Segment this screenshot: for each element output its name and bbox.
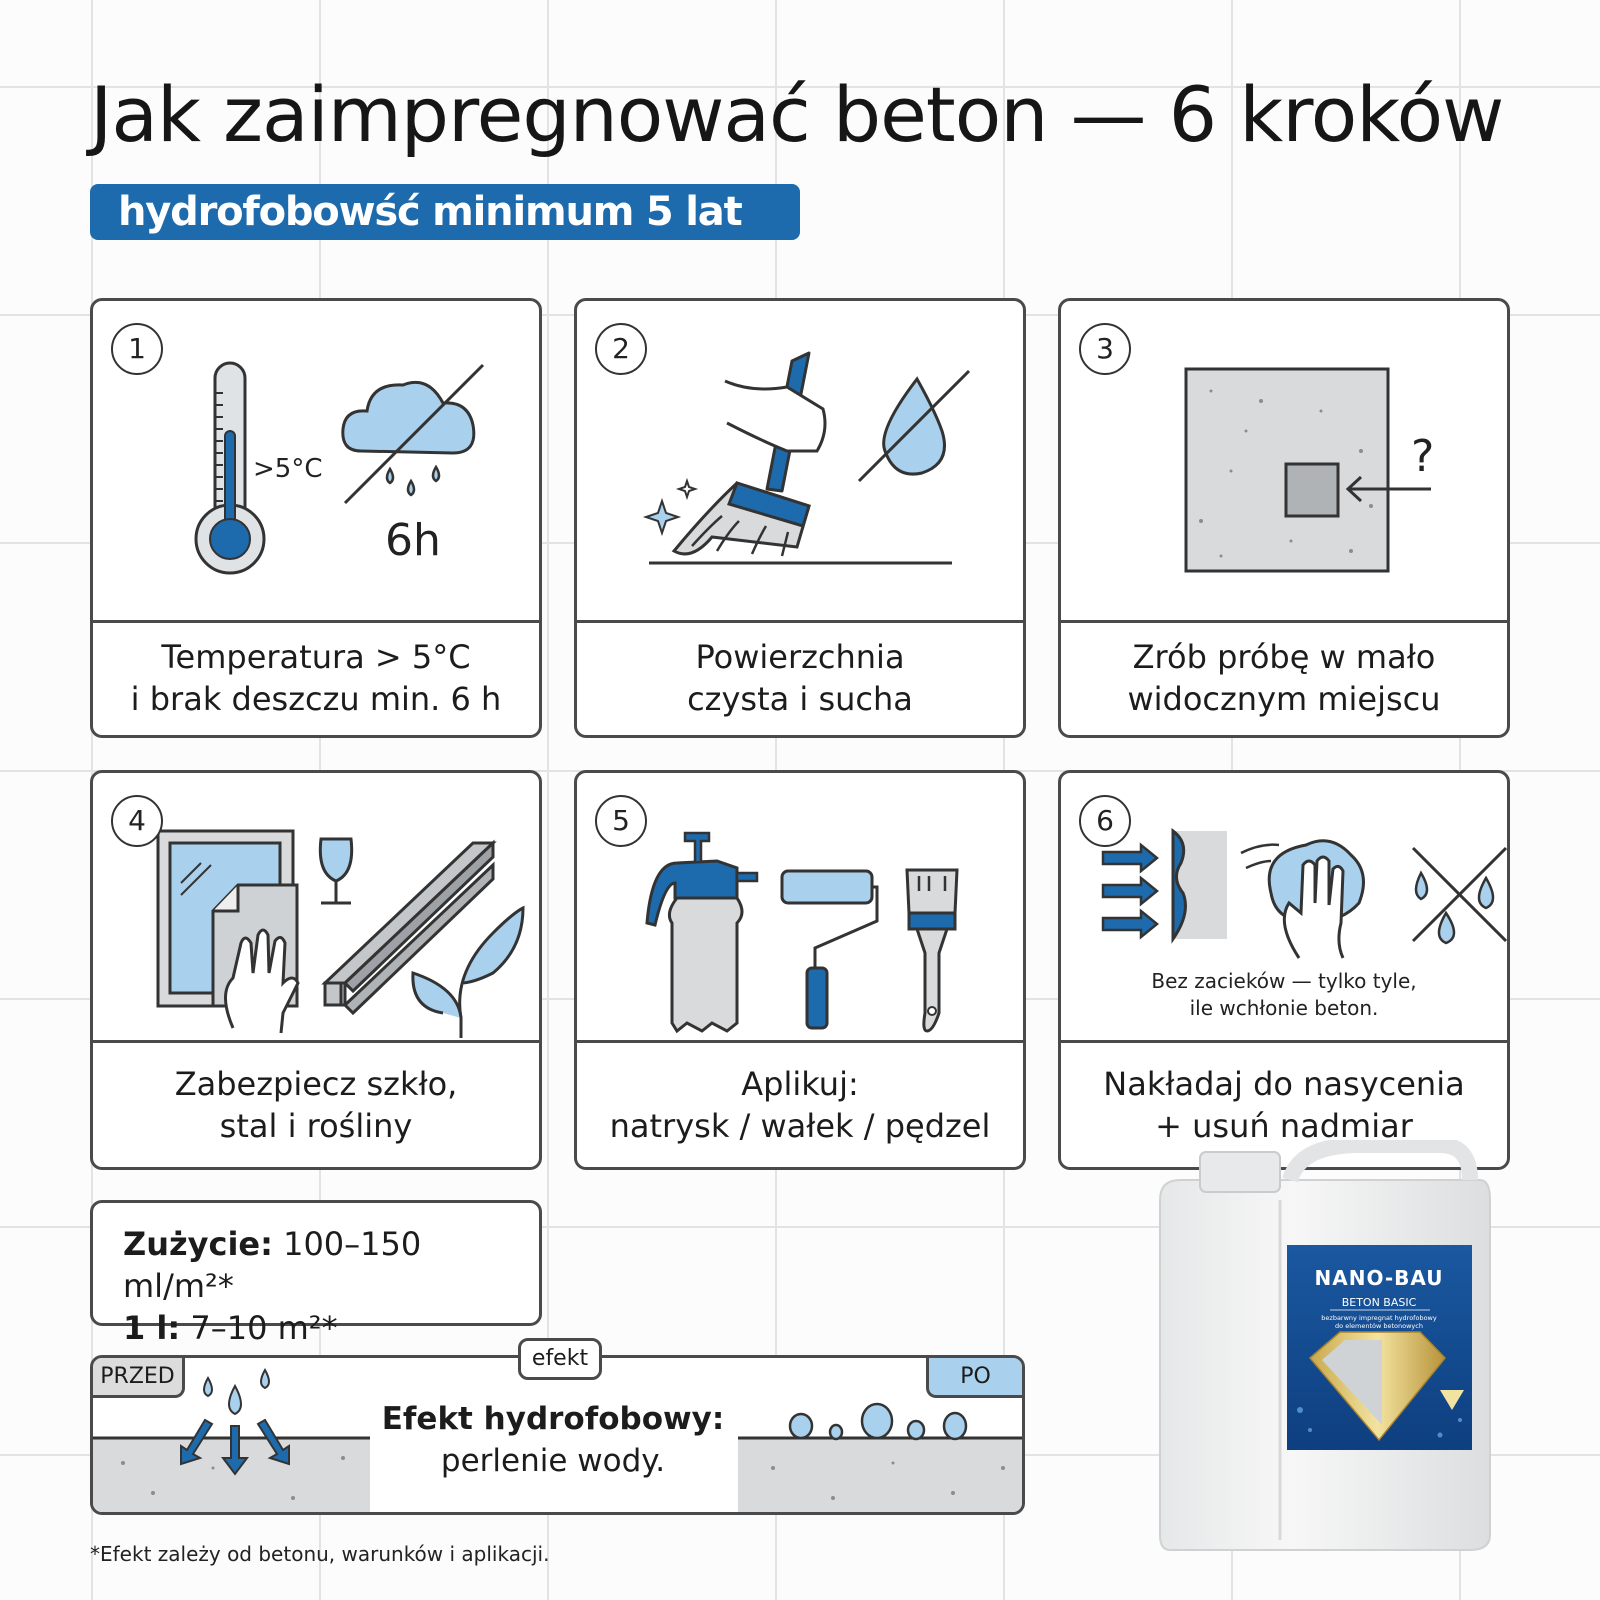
temp-label: >5°C (253, 454, 323, 484)
usage-label-2: 1 l: (123, 1309, 181, 1347)
after-label: PO (926, 1358, 1022, 1398)
step-number: 4 (111, 795, 163, 847)
step-caption-line2: stal i rośliny (219, 1106, 413, 1145)
paint-roller-icon (782, 871, 877, 1028)
usage-box (90, 1200, 542, 1347)
usage-label-1: Zużycie: (123, 1225, 273, 1263)
step-caption-line2: + usuń nadmiar (1155, 1106, 1413, 1145)
sparkle-icon (646, 481, 695, 533)
step-caption-line2: i brak deszczu min. 6 h (130, 679, 502, 718)
step6-note-line2: ile wchłonie beton. (1189, 996, 1379, 1020)
before-label: PRZED (93, 1358, 185, 1398)
step-caption-line1: Nakładaj do nasycenia (1103, 1064, 1465, 1103)
product-name: BETON BASIC (1341, 1296, 1417, 1309)
step-number: 2 (595, 323, 647, 375)
step-caption-line2: czysta i sucha (687, 679, 913, 718)
step-number: 3 (1079, 323, 1131, 375)
step-card-5 (574, 770, 1026, 1170)
product-brand: NANO-BAU (1314, 1266, 1444, 1290)
broom-icon (674, 353, 809, 556)
no-rain-cloud-icon (343, 365, 483, 503)
step-card-2 (574, 298, 1026, 738)
concrete-test-patch-icon (1186, 369, 1431, 571)
step-card-1 (90, 298, 542, 738)
step-caption-line1: Aplikuj: (741, 1064, 859, 1103)
after-concrete-icon (738, 1404, 1025, 1515)
step-caption-line1: Zabezpiecz szkło, (174, 1064, 458, 1103)
step-number: 6 (1079, 795, 1131, 847)
sprayer-icon (647, 833, 757, 1031)
step-card-4 (90, 770, 542, 1170)
effect-description (373, 1398, 733, 1482)
product-desc-2: do elementów betonowych (1335, 1322, 1423, 1330)
step-card-6 (1058, 770, 1510, 1170)
step-caption-line1: Powierzchnia (695, 637, 905, 676)
footnote: *Efekt zależy od betonu, warunków i aplikacji. (90, 1542, 550, 1566)
usage-value-2: 7–10 m²* (190, 1309, 338, 1347)
step-number: 5 (595, 795, 647, 847)
subtitle-badge: hydrofobowść minimum 5 lat (90, 184, 800, 240)
no-drips-icon (1413, 848, 1506, 943)
steel-beam-icon (325, 843, 493, 1013)
question-mark: ? (1411, 431, 1435, 482)
step-caption-line1: Temperatura > 5°C (161, 637, 471, 676)
step-card-3 (1058, 298, 1510, 738)
step-caption-line2: widocznym miejscu (1127, 679, 1441, 718)
usage-value-1: 100–150 ml/m²* (123, 1225, 422, 1305)
page-title: Jak zaimpregnować beton — 6 kroków (90, 70, 1504, 159)
wipe-cloth-icon (1241, 841, 1364, 958)
effect-tag: efekt (518, 1338, 602, 1380)
hand-icon (725, 381, 825, 451)
product-desc-1: bezbarwny impregnat hydrofobowy (1321, 1314, 1437, 1322)
paint-brush-icon (907, 870, 957, 1031)
step-caption-line1: Zrób próbę w mało (1132, 637, 1436, 676)
hours-label: 6h (385, 515, 441, 566)
step6-note-line1: Bez zacieków — tylko tyle, (1151, 969, 1417, 993)
window-cover-icon (158, 831, 298, 1033)
saturation-arrows-icon (1103, 831, 1227, 939)
effect-title: Efekt hydrofobowy: (381, 1401, 725, 1437)
step-caption-line2: natrysk / wałek / pędzel (609, 1106, 991, 1145)
product-jerrycan (1150, 1140, 1520, 1600)
effect-subtitle: perlenie wody. (440, 1443, 666, 1479)
glass-icon (320, 839, 351, 903)
step-number: 1 (111, 323, 163, 375)
no-water-drop-icon (859, 371, 969, 481)
